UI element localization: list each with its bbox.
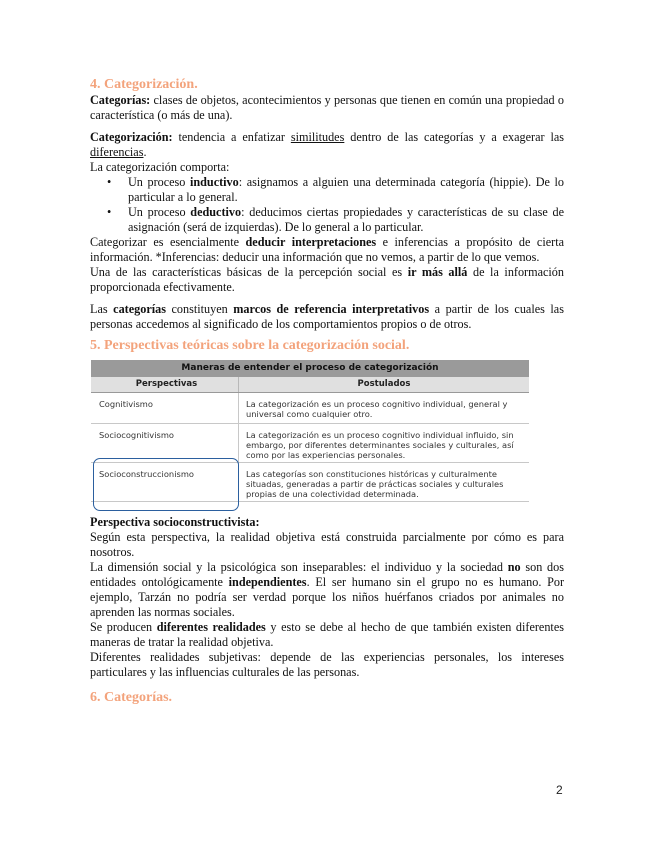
section-4-heading: 4. Categorización. — [90, 77, 198, 92]
definition-categorizacion: Categorización: tendencia a enfatizar similitudes dentro de las categorías y a exagerar las diferencias. — [90, 130, 564, 159]
section-5-heading: 5. Perspectivas teóricas sobre la categorización social. — [90, 338, 410, 353]
subheading-socioconstructivista: Perspectiva socioconstructivista: — [90, 515, 260, 529]
column-header-postulados: Postulados — [357, 379, 411, 389]
paragraph-comporta: La categorización comporta: — [90, 160, 230, 174]
term-categorias: Categorías: — [90, 93, 151, 107]
perspectives-table-figure — [91, 360, 529, 502]
paragraph-realidades-subjetivas: Diferentes realidades subjetivas: depende de las experiencias personales, los intereses particulares y las influencias culturales de las personas. — [90, 650, 564, 679]
postulate-cell: Las categorías son constituciones históricas y culturalmente situadas, generadas a partir de prácticas sociales y culturales propias de una colectividad determinada. — [246, 469, 504, 499]
paragraph-diferentes-realidades: Se producen diferentes realidades y esto se debe al hecho de que también existen diferentes maneras de tratar la realidad objetiva. — [90, 620, 564, 649]
list-item: • Un proceso deductivo: deducimos ciertas propiedades y características de su clase de asignación (será de izquierdas). De lo general a lo particular. — [107, 205, 564, 234]
table-title: Maneras de entender el proceso de categorización — [91, 360, 529, 377]
perspective-cell: Sociocognitivismo — [91, 424, 239, 462]
definition-categorias: Categorías: clases de objetos, acontecimientos y personas que tienen en común una propiedad o característica (o más de una). — [90, 93, 564, 122]
perspective-cell: Socioconstruccionismo — [91, 463, 239, 501]
bullet-icon: • — [107, 175, 112, 189]
postulate-cell: La categorización es un proceso cognitivo individual influido, sin embargo, por diferentes determinantes sociales y culturales, así como por las experiencias personales. — [246, 430, 514, 460]
perspective-cell: Cognitivismo — [91, 393, 239, 423]
document-page — [90, 76, 564, 706]
term-categorizacion: Categorización: — [90, 130, 173, 144]
paragraph-marcos: Las categorías constituyen marcos de referencia interpretativos a partir de los cuales las personas accedemos al significado de los comportamientos propios o de otros. — [90, 302, 564, 331]
process-list — [90, 175, 564, 235]
underlined-similitudes: similitudes — [290, 130, 345, 144]
paragraph-interpretaciones: Categorizar es esencialmente deducir interpretaciones e inferencias a propósito de cierta información. *Inferencias: deducir una información que no vemos, a partir de lo que vemos. — [90, 235, 564, 264]
table-header-row — [91, 377, 529, 393]
page-number: 2 — [556, 783, 563, 797]
highlight-annotation-box — [93, 458, 239, 511]
paragraph-realidad-objetiva: Según esta perspectiva, la realidad objetiva está construida parcialmente por cómo es para nosotros. — [90, 530, 564, 559]
list-item: • Un proceso inductivo: asignamos a alguien una determinada categoría (hippie). De lo particular a lo general. — [107, 175, 564, 204]
underlined-diferencias: diferencias — [90, 145, 144, 159]
bullet-icon: • — [107, 205, 112, 219]
table-row — [91, 393, 529, 424]
section-6-heading: 6. Categorías. — [90, 690, 173, 705]
paragraph-dimension-social: La dimensión social y la psicológica son inseparables: el individuo y la sociedad no son dos entidades ontológicamente independientes. El ser humano sin el grupo no es humano. Por ejemplo, Tarzán no podría ser verdad porque los niños huérfanos criados por animales no aprenden las normas sociales. — [90, 560, 565, 619]
postulate-cell: La categorización es un proceso cognitivo individual, general y universal como cualquier otro. — [246, 399, 508, 419]
paragraph-ir-mas-alla: Una de las características básicas de la percepción social es ir más allá de la información proporcionada efectivamente. — [90, 265, 564, 294]
column-header-perspectivas: Perspectivas — [91, 377, 239, 392]
